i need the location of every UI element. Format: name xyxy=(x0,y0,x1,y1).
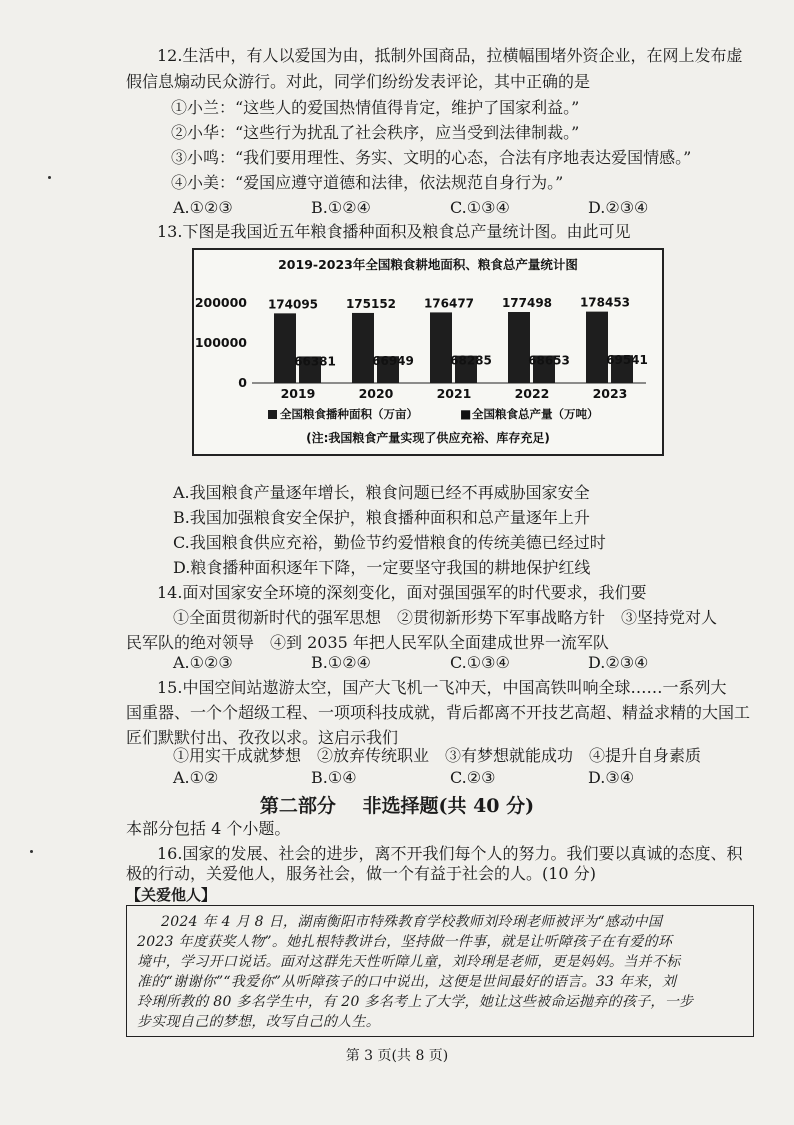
data-label-sown-area: 176477 xyxy=(423,296,475,311)
x-category-label: 2020 xyxy=(358,386,394,401)
y-tick-label: 100000 xyxy=(194,335,247,350)
data-label-sown-area: 175152 xyxy=(345,296,397,311)
grain-chart xyxy=(192,248,664,456)
q14-option-c[interactable]: C.①③④ xyxy=(450,653,510,672)
legend-label-output: 全国粮食总产量（万吨） xyxy=(472,407,599,421)
q12-item-2: ②小华：“这些行为扰乱了社会秩序，应当受到法律制裁。” xyxy=(171,123,580,142)
bar-sown-area xyxy=(274,313,296,383)
story-line-4: 准的“谢谢你”“我爱你”从听障孩子的口中说出，这便是世间最好的语言。33 年来，刘 xyxy=(137,974,677,990)
q12-item-4: ④小美：“爱国应遵守道德和法律，依法规范自身行为。” xyxy=(171,173,564,192)
data-label-grain-output: 66949 xyxy=(372,354,414,369)
q15-option-d[interactable]: D.③④ xyxy=(588,768,635,787)
data-label-grain-output: 66381 xyxy=(294,354,336,369)
y-tick-label: 200000 xyxy=(194,295,247,310)
q14-option-a[interactable]: A.①②③ xyxy=(173,653,233,672)
q12-option-b[interactable]: B.①②④ xyxy=(311,198,371,217)
data-label-grain-output: 68653 xyxy=(528,353,570,368)
data-label-grain-output: 69541 xyxy=(606,353,648,368)
q12-option-a[interactable]: A.①②③ xyxy=(173,198,233,217)
q15-stem-line1: 15.中国空间站遨游太空，国产大飞机一飞冲天，中国高铁叫响全球……一系列大 xyxy=(157,678,727,697)
part2-heading xyxy=(0,791,794,818)
bar-sown-area xyxy=(508,312,530,383)
grain-chart-svg xyxy=(194,250,662,454)
chart-bars xyxy=(268,296,648,383)
q16-stem-line2: 极的行动，关爱他人，服务社会，做一个有益于社会的人。(10 分) xyxy=(126,864,596,883)
q14-option-b[interactable]: B.①②④ xyxy=(311,653,371,672)
q16-stem-line1: 16.国家的发展、社会的进步，离不开我们每个人的努力。我们要以真诚的态度、积 xyxy=(157,844,743,863)
q16-box-title: 【关爱他人】 xyxy=(126,886,217,904)
legend-swatch-output: ■ xyxy=(460,407,472,421)
bar-sown-area xyxy=(352,313,374,383)
x-category-label: 2021 xyxy=(436,386,472,401)
q14-items-line1: ①全面贯彻新时代的强军思想 ②贯彻新形势下军事战略方针 ③坚持党对人 xyxy=(173,608,718,627)
q12-stem-line1: 12.生活中，有人以爱国为由，抵制外国商品，拉横幅围堵外资企业，在网上发布虚 xyxy=(157,46,743,65)
legend-label-area: 全国粮食播种面积（万亩） xyxy=(280,407,418,421)
q12-option-d[interactable]: D.②③④ xyxy=(588,198,649,217)
q14-options xyxy=(0,652,794,674)
chart-title: 2019-2023年全国粮食耕地面积、粮食总产量统计图 xyxy=(278,257,578,272)
q14-stem: 14.面对国家安全环境的深刻变化，面对强国强军的时代要求，我们要 xyxy=(157,583,647,602)
part2-title: 非选择题(共 40 分) xyxy=(362,795,535,817)
scan-speck xyxy=(48,176,51,179)
x-category-label: 2022 xyxy=(514,386,550,401)
q12-stem-line2: 假信息煽动民众游行。对此，同学们纷纷发表评论，其中正确的是 xyxy=(126,72,591,91)
chart-categories xyxy=(281,386,628,401)
data-label-sown-area: 174095 xyxy=(267,297,319,312)
q12-options xyxy=(0,197,794,219)
data-label-grain-output: 68285 xyxy=(450,353,492,368)
x-category-label: 2023 xyxy=(592,386,628,401)
q13-option-d[interactable]: D.粮食播种面积逐年下降，一定要坚守我国的耕地保护红线 xyxy=(173,558,591,577)
q15-options xyxy=(0,767,794,789)
bar-sown-area xyxy=(430,312,452,383)
q14-option-d[interactable]: D.②③④ xyxy=(588,653,649,672)
legend-swatch-area xyxy=(268,410,277,419)
story-line-1: 2024 年 4 月 8 日，湖南衡阳市特殊教育学校教师刘玲琍老师被评为“感动中国 xyxy=(161,914,663,930)
q13-option-b[interactable]: B.我国加强粮食安全保护，粮食播种面积和总产量逐年上升 xyxy=(173,508,590,527)
data-label-sown-area: 177498 xyxy=(501,296,553,311)
q15-items: ①用实干成就梦想 ②放弃传统职业 ③有梦想就能成功 ④提升自身素质 xyxy=(173,746,702,765)
part2-label: 第二部分 xyxy=(259,795,336,817)
q12-item-1: ①小兰：“这些人的爱国热情值得肯定，维护了国家利益。” xyxy=(171,98,580,117)
q15-option-a[interactable]: A.①② xyxy=(173,768,219,787)
q15-stem-line3: 匠们默默付出、孜孜以求。这启示我们 xyxy=(126,728,399,747)
q15-stem-line2: 国重器、一个个超级工程、一项项科技成就，背后都离不开技艺高超、精益求精的大国工 xyxy=(126,703,751,722)
x-category-label: 2019 xyxy=(280,386,316,401)
q12-option-c[interactable]: C.①③④ xyxy=(450,198,510,217)
q13-stem: 13.下图是我国近五年粮食播种面积及粮食总产量统计图。由此可见 xyxy=(157,222,631,241)
page-footer: 第 3 页(共 8 页) xyxy=(345,1048,449,1064)
q13-option-c[interactable]: C.我国粮食供应充裕，勤俭节约爱惜粮食的传统美德已经过时 xyxy=(173,533,606,552)
story-line-6: 步实现自己的梦想，改写自己的人生。 xyxy=(137,1014,381,1030)
y-axis-ticks xyxy=(195,295,247,390)
q16-story-box xyxy=(126,905,754,1037)
story-line-5: 玲琍所教的 80 多名学生中，有 20 多名考上了大学，她让这些被命运抛弃的孩子，一步 xyxy=(137,994,694,1010)
bar-sown-area xyxy=(586,312,608,383)
scan-speck xyxy=(30,850,33,853)
story-line-3: 境中，学习开口说话。面对这群先天性听障儿童，刘玲琍是老师，更是妈妈。当并不标 xyxy=(137,954,681,970)
q13-option-a[interactable]: A.我国粮食产量逐年增长，粮食问题已经不再威胁国家安全 xyxy=(173,483,590,502)
chart-note: (注:我国粮食产量实现了供应充裕、库存充足) xyxy=(306,431,550,445)
q15-option-b[interactable]: B.①④ xyxy=(311,768,357,787)
part2-intro: 本部分包括 4 个小题。 xyxy=(126,819,291,838)
chart-legend xyxy=(268,407,599,421)
q14-items-line2: 民军队的绝对领导 ④到 2035 年把人民军队全面建成世界一流军队 xyxy=(126,633,609,652)
story-line-2: 2023 年度获奖人物”。她扎根特教讲台，坚持做一件事，就是让听障孩子在有爱的环 xyxy=(137,934,673,950)
q12-item-3: ③小鸣：“我们要用理性、务实、文明的心态，合法有序地表达爱国情感。” xyxy=(171,148,692,167)
q15-option-c[interactable]: C.②③ xyxy=(450,768,496,787)
y-tick-label: 0 xyxy=(238,375,247,390)
data-label-sown-area: 178453 xyxy=(579,295,631,310)
